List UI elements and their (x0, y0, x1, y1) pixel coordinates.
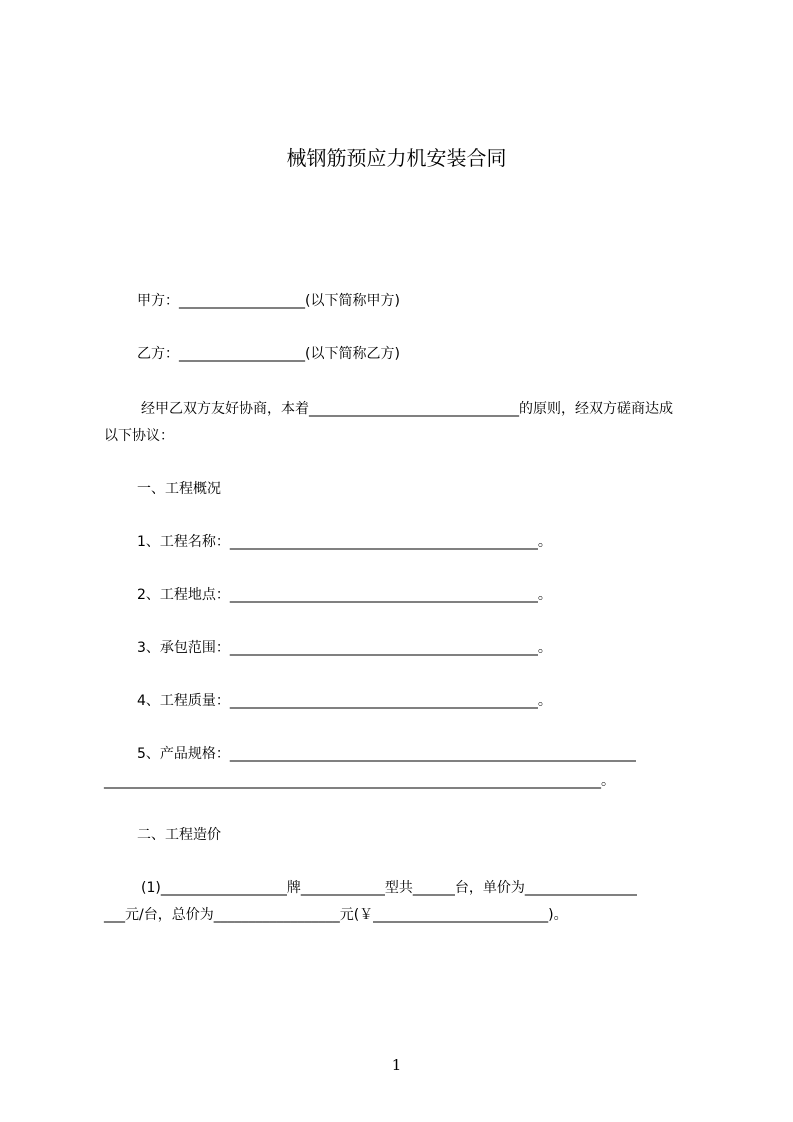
party-a-line: 甲方：__________________(以下简称甲方) (137, 293, 400, 309)
item-project-name: 1、工程名称：____________________________________________。 (137, 534, 552, 550)
item-product-spec-line-1: 5、产品规格：__________________________________________________________ (137, 746, 636, 762)
price-line-1: (1)__________________牌____________型共______台，单价为________________ (141, 880, 637, 896)
item-contract-scope: 3、承包范围：____________________________________________。 (137, 640, 552, 656)
document-title: 械钢筋预应力机安装合同 (286, 146, 507, 170)
item-project-quality: 4、工程质量：____________________________________________。 (137, 693, 552, 709)
item-product-spec-line-2: _______________________________________________________________________。 (104, 773, 615, 789)
section-1-heading: 一、工程概况 (137, 481, 221, 497)
party-b-line: 乙方：__________________(以下简称乙方) (137, 346, 400, 362)
intro-line-1: 经甲乙双方友好协商，本着______________________________的原则，经双方磋商达成 (141, 401, 673, 417)
intro-line-2: 以下协议： (104, 428, 174, 444)
item-project-location: 2、工程地点：____________________________________________。 (137, 587, 552, 603)
section-2-heading: 二、工程造价 (137, 827, 221, 843)
price-line-2: ___元/台，总价为__________________元(￥_________________________)。 (104, 907, 568, 923)
page-number: 1 (391, 1056, 402, 1074)
